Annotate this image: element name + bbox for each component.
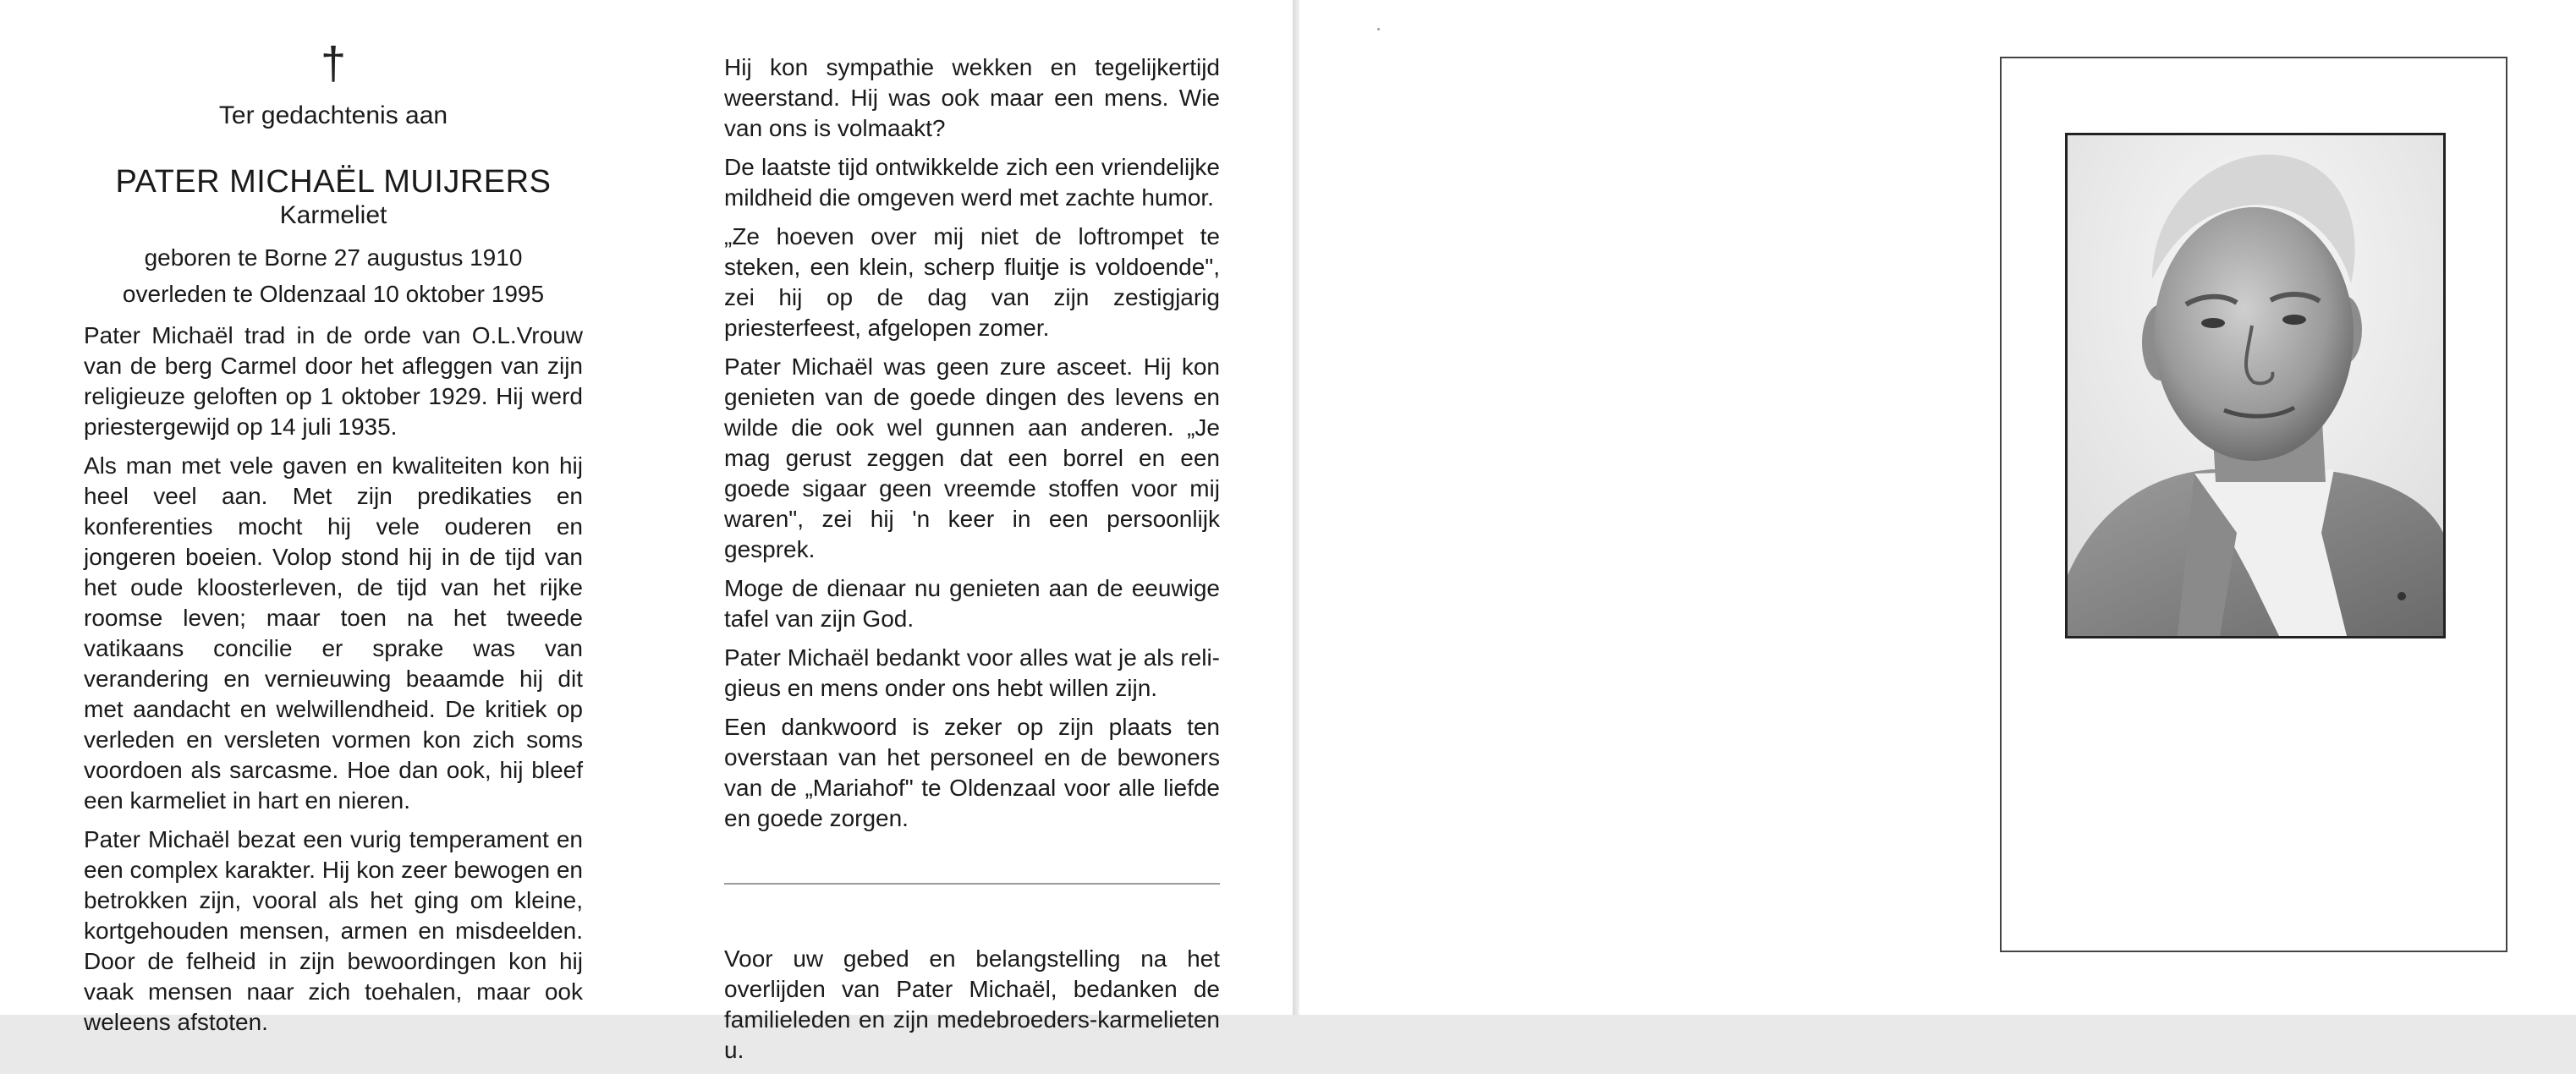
- paragraph: Een dankwoord is zeker op zijn plaats ten overstaan van het personeel en de bewoners van de „Mariahof" te Oldenzaal voor alle liefde en goede zorgen.: [724, 714, 1220, 831]
- deceased-name: PATER MICHAËL MUIJRERS: [115, 164, 552, 200]
- paragraph: Als man met vele gaven en kwaliteiten kon hij heel veel aan. Met zijn predikaties en konferenties mocht hij vele ouderen en jongeren boeien. Volop stond hij in de tijd van het oude kloosterleven, de tijd van het rijke roomse leven; maar toen na het tweede vatikaans concilie er sprake was van verandering en vernieuwing beaamde hij dit met aandacht en welwillendheid. De kritiek op verleden en versleten vormen kon zich soms voordoen als sarcasme. Hoe dan ook, hij bleef een karmeliet in hart en nieren.: [84, 452, 583, 814]
- left-column: [84, 38, 583, 1046]
- paragraph: „Ze hoeven over mij niet de loftrompet te steken, een klein, scherp fluitje is voldoende", zei hij op de dag van zijn zestigjarig priesterfeest, afgelopen zomer.: [724, 223, 1220, 341]
- paragraph: De laatste tijd ontwikkelde zich een vriendelijke mildheid die omgeven werd met zachte humor.: [724, 154, 1220, 211]
- birth-line: geboren te Borne 27 augustus 1910: [144, 244, 523, 271]
- paragraph: Pater Michaël was geen zure asceet. Hij kon genieten van de goede dingen des levens en wilde die ook wel gunnen aan anderen. „Je mag gerust zeggen dat een borrel en een goede sigaar geen vreemde stoffen voor mij waren", zei hij 'n keer in een persoonlijk gesprek.: [724, 353, 1220, 562]
- paragraph: Hij kon sympathie wekken en tegelijkertijd weerstand. Hij was ook maar een mens. Wie van ons is volmaakt?: [724, 54, 1220, 141]
- divider-rule: [724, 883, 1220, 885]
- right-column: [724, 52, 1220, 1074]
- portrait-photo: [2065, 133, 2446, 638]
- closing-text: Voor uw gebed en belangstelling na het overlijden van Pater Michaël, bedanken de familieleden en zijn medebroeders-karmelieten u.: [724, 945, 1220, 1063]
- paper-speck: [1377, 28, 1380, 30]
- paragraph: Pater Michaël bedankt voor alles wat je als religieus en mens onder ons hebt willen zijn.: [724, 644, 1220, 701]
- intro-text: Ter gedachtenis aan: [218, 101, 448, 129]
- cross-icon: †: [320, 38, 347, 89]
- death-line: overleden te Oldenzaal 10 oktober 1995: [122, 281, 545, 307]
- paragraph: Pater Michaël bezat een vurig temperament en een complex karakter. Hij kon zeer bewogen en betrokken zijn, vooral als het ging om kleine, kortgehouden mensen, armen en misdeelden. Door de felheid in zijn bewoordingen kon hij vaak mensen naar zich toehalen, maar ook weleens afstoten.: [84, 826, 583, 1035]
- card-fold: [1293, 0, 1299, 1015]
- paragraph: Pater Michaël trad in de orde van O.L.Vrouw van de berg Carmel door het afleggen van zijn religieuze geloften op 1 oktober 1929. Hij werd priestergewijd op 14 juli 1935.: [84, 322, 583, 440]
- portrait-illustration: [2068, 135, 2443, 636]
- paragraph: Moge de dienaar nu genieten aan de eeuwige tafel van zijn God.: [724, 575, 1220, 632]
- religious-order: Karmeliet: [279, 201, 387, 229]
